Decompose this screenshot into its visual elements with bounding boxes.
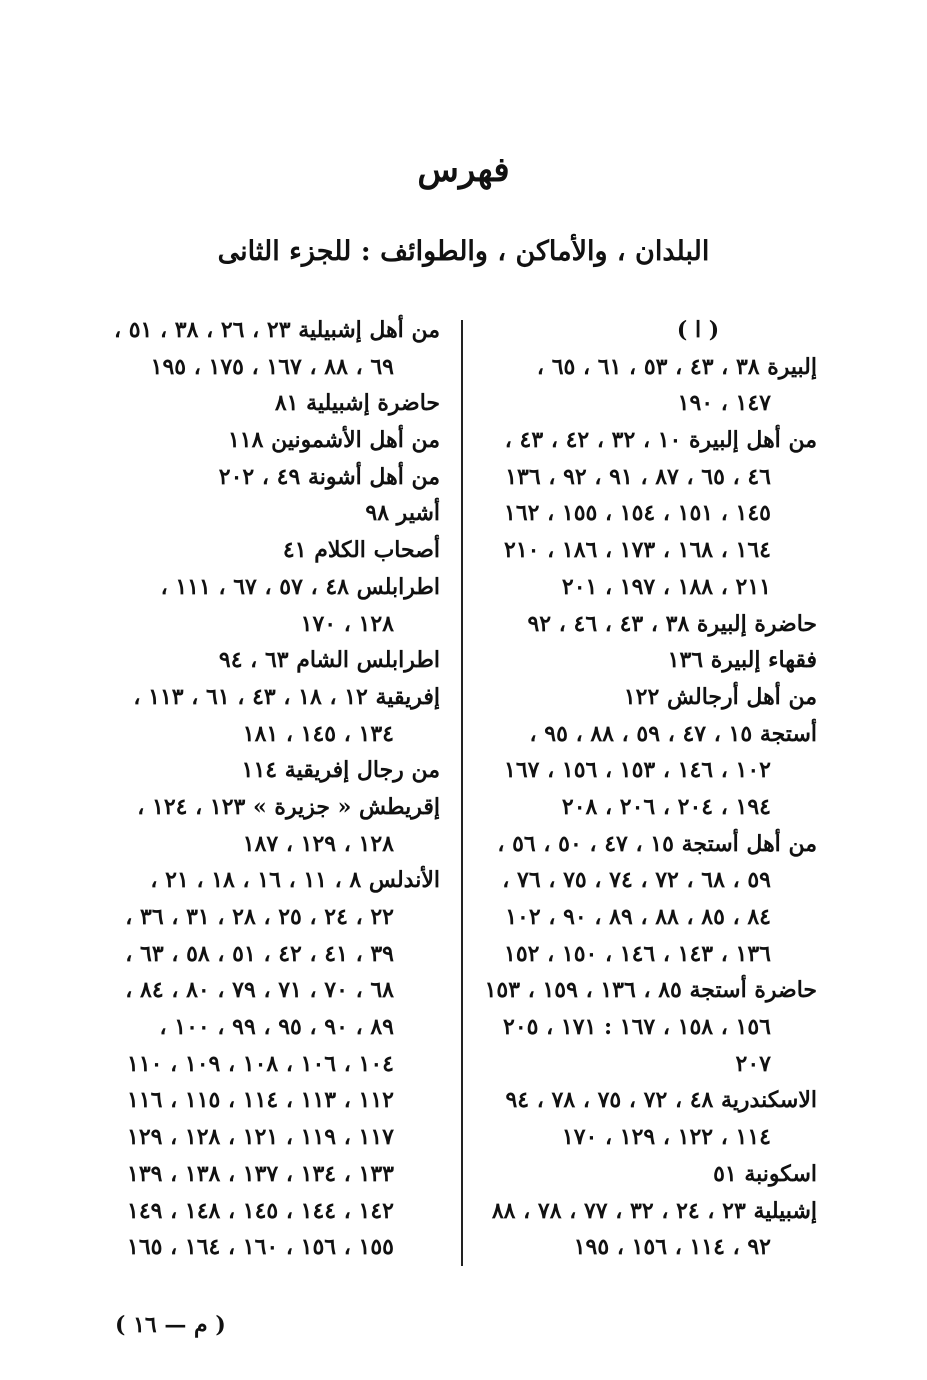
index-line: الأندلس ٨ ، ١١ ، ١٦ ، ١٨ ، ٢١ ، <box>150 867 440 894</box>
index-line: إشبيلية ٢٣ ، ٢٤ ، ٣٢ ، ٧٧ ، ٧٨ ، ٨٨ <box>491 1197 817 1224</box>
index-line: ٦٨ ، ٧٠ ، ٧١ ، ٧٩ ، ٨٠ ، ٨٤ ، <box>125 977 394 1004</box>
index-line: من أهل أستجة ١٥ ، ٤٧ ، ٥٠ ، ٥٦ ، <box>497 830 817 857</box>
index-line: ١٠٤ ، ١٠٦ ، ١٠٨ ، ١٠٩ ، ١١٠ <box>127 1050 394 1077</box>
index-line: أصحاب الكلام ٤١ <box>282 537 440 564</box>
index-line: فقهاء إلبيرة ١٣٦ <box>667 647 817 674</box>
index-line: من أهل الأشمونين ١١٨ <box>227 427 440 454</box>
index-line: ٣٩ ، ٤١ ، ٤٢ ، ٥١ ، ٥٨ ، ٦٣ ، <box>125 940 394 967</box>
index-line: ١٤٧ ، ١٩٠ <box>677 390 771 417</box>
index-line: حاضرة إلبيرة ٣٨ ، ٤٣ ، ٤٦ ، ٩٢ <box>527 610 817 637</box>
page-title: فهرس <box>417 150 510 190</box>
index-line: حاضرة أستجة ٨٥ ، ١٣٦ ، ١٥٩ ، ١٥٣ <box>484 977 817 1004</box>
index-line: ١٢٨ ، ١٢٩ ، ١٨٧ <box>242 830 394 857</box>
index-column-right <box>459 312 817 1266</box>
page-subtitle: البلدان ، والأماكن ، والطوائف : للجزء الثانى <box>217 236 710 267</box>
column-divider <box>461 320 463 1266</box>
index-line: ١٩٤ ، ٢٠٤ ، ٢٠٦ ، ٢٠٨ <box>561 793 771 820</box>
index-line: من أهل إشبيلية ٢٣ ، ٢٦ ، ٣٨ ، ٥١ ، <box>113 317 440 343</box>
index-line: ٤٦ ، ٦٥ ، ٨٧ ، ٩١ ، ٩٢ ، ١٣٦ <box>505 463 771 490</box>
index-line: ٢١١ ، ١٨٨ ، ١٩٧ ، ٢٠١ <box>561 573 771 600</box>
index-line: ١٣٤ ، ١٤٥ ، ١٨١ <box>242 720 394 747</box>
index-line: إفريقية ١٢ ، ١٨ ، ٤٣ ، ٦١ ، ١١٣ ، <box>133 683 440 710</box>
index-line: ١٥٦ ، ١٥٨ ، ١٦٧ : ١٧١ ، ٢٠٥ <box>503 1014 771 1041</box>
index-line: اسكونبة ٥١ <box>713 1160 817 1187</box>
index-line: حاضرة إشبيلية ٨١ <box>274 390 440 417</box>
index-line: ٥٩ ، ٦٨ ، ٧٢ ، ٧٤ ، ٧٥ ، ٧٦ ، <box>502 867 771 894</box>
index-line: ١٣٦ ، ١٤٣ ، ١٤٦ ، ١٥٠ ، ١٥٢ <box>504 940 771 967</box>
index-line: ٢٠٧ <box>735 1050 771 1077</box>
index-line: ١٦٤ ، ١٦٨ ، ١٧٣ ، ١٨٦ ، ٢١٠ <box>504 537 771 564</box>
index-line: ٢٢ ، ٢٤ ، ٢٥ ، ٢٨ ، ٣١ ، ٣٦ ، <box>125 904 394 930</box>
index-column-left <box>110 312 440 1266</box>
index-line: ١٤٥ ، ١٥١ ، ١٥٤ ، ١٥٥ ، ١٦٢ <box>504 500 771 527</box>
index-line: ١٥٥ ، ١٥٦ ، ١٦٠ ، ١٦٤ ، ١٦٥ <box>127 1234 394 1261</box>
page-footer: ( م — ١٦ ) <box>115 1312 226 1338</box>
index-line: ١٤٢ ، ١٤٤ ، ١٤٥ ، ١٤٨ ، ١٤٩ <box>127 1197 394 1224</box>
index-line: ١١٢ ، ١١٣ ، ١١٤ ، ١١٥ ، ١١٦ <box>127 1087 394 1114</box>
index-line: اطرابلس الشام ٦٣ ، ٩٤ <box>218 647 440 674</box>
index-line: ١٠٢ ، ١٤٦ ، ١٥٣ ، ١٥٦ ، ١٦٧ <box>504 757 771 784</box>
index-line: ١٣٣ ، ١٣٤ ، ١٣٧ ، ١٣٨ ، ١٣٩ <box>127 1160 394 1187</box>
index-line: ٨٤ ، ٨٥ ، ٨٨ ، ٨٩ ، ٩٠ ، ١٠٢ <box>505 904 771 930</box>
index-line: من أهل أشونة ٤٩ ، ٢٠٢ <box>218 463 440 490</box>
index-line: اطرابلس ٤٨ ، ٥٧ ، ٦٧ ، ١١١ ، <box>160 573 440 600</box>
index-line: أستجة ١٥ ، ٤٧ ، ٥٩ ، ٨٨ ، ٩٥ ، <box>529 720 817 747</box>
index-line: إلبيرة ٣٨ ، ٤٣ ، ٥٣ ، ٦١ ، ٦٥ ، <box>536 353 817 380</box>
section-letter: ( ا ) <box>676 317 720 343</box>
index-line: إقريطش « جزيرة » ١٢٣ ، ١٢٤ ، <box>137 793 440 820</box>
index-line: ١١٧ ، ١١٩ ، ١٢١ ، ١٢٨ ، ١٢٩ <box>127 1124 394 1151</box>
index-line: من رجال إفريقية ١١٤ <box>241 757 440 784</box>
index-line: الاسكندرية ٤٨ ، ٧٢ ، ٧٥ ، ٧٨ ، ٩٤ <box>505 1087 817 1114</box>
index-line: من أهل إلبيرة ١٠ ، ٣٢ ، ٤٢ ، ٤٣ ، <box>504 427 817 454</box>
index-line: ٦٩ ، ٨٨ ، ١٦٧ ، ١٧٥ ، ١٩٥ <box>150 353 394 380</box>
index-line: ١٢٨ ، ١٧٠ <box>300 610 394 637</box>
index-line: ٨٩ ، ٩٠ ، ٩٥ ، ٩٩ ، ١٠٠ ، <box>159 1014 394 1041</box>
index-line: ٩٢ ، ١١٤ ، ١٥٦ ، ١٩٥ <box>573 1234 771 1261</box>
index-line: من أهل أرجالش ١٢٢ <box>623 683 817 710</box>
index-line: أشير ٩٨ <box>365 500 440 527</box>
index-line: ١١٤ ، ١٢٢ ، ١٢٩ ، ١٧٠ <box>561 1124 771 1151</box>
